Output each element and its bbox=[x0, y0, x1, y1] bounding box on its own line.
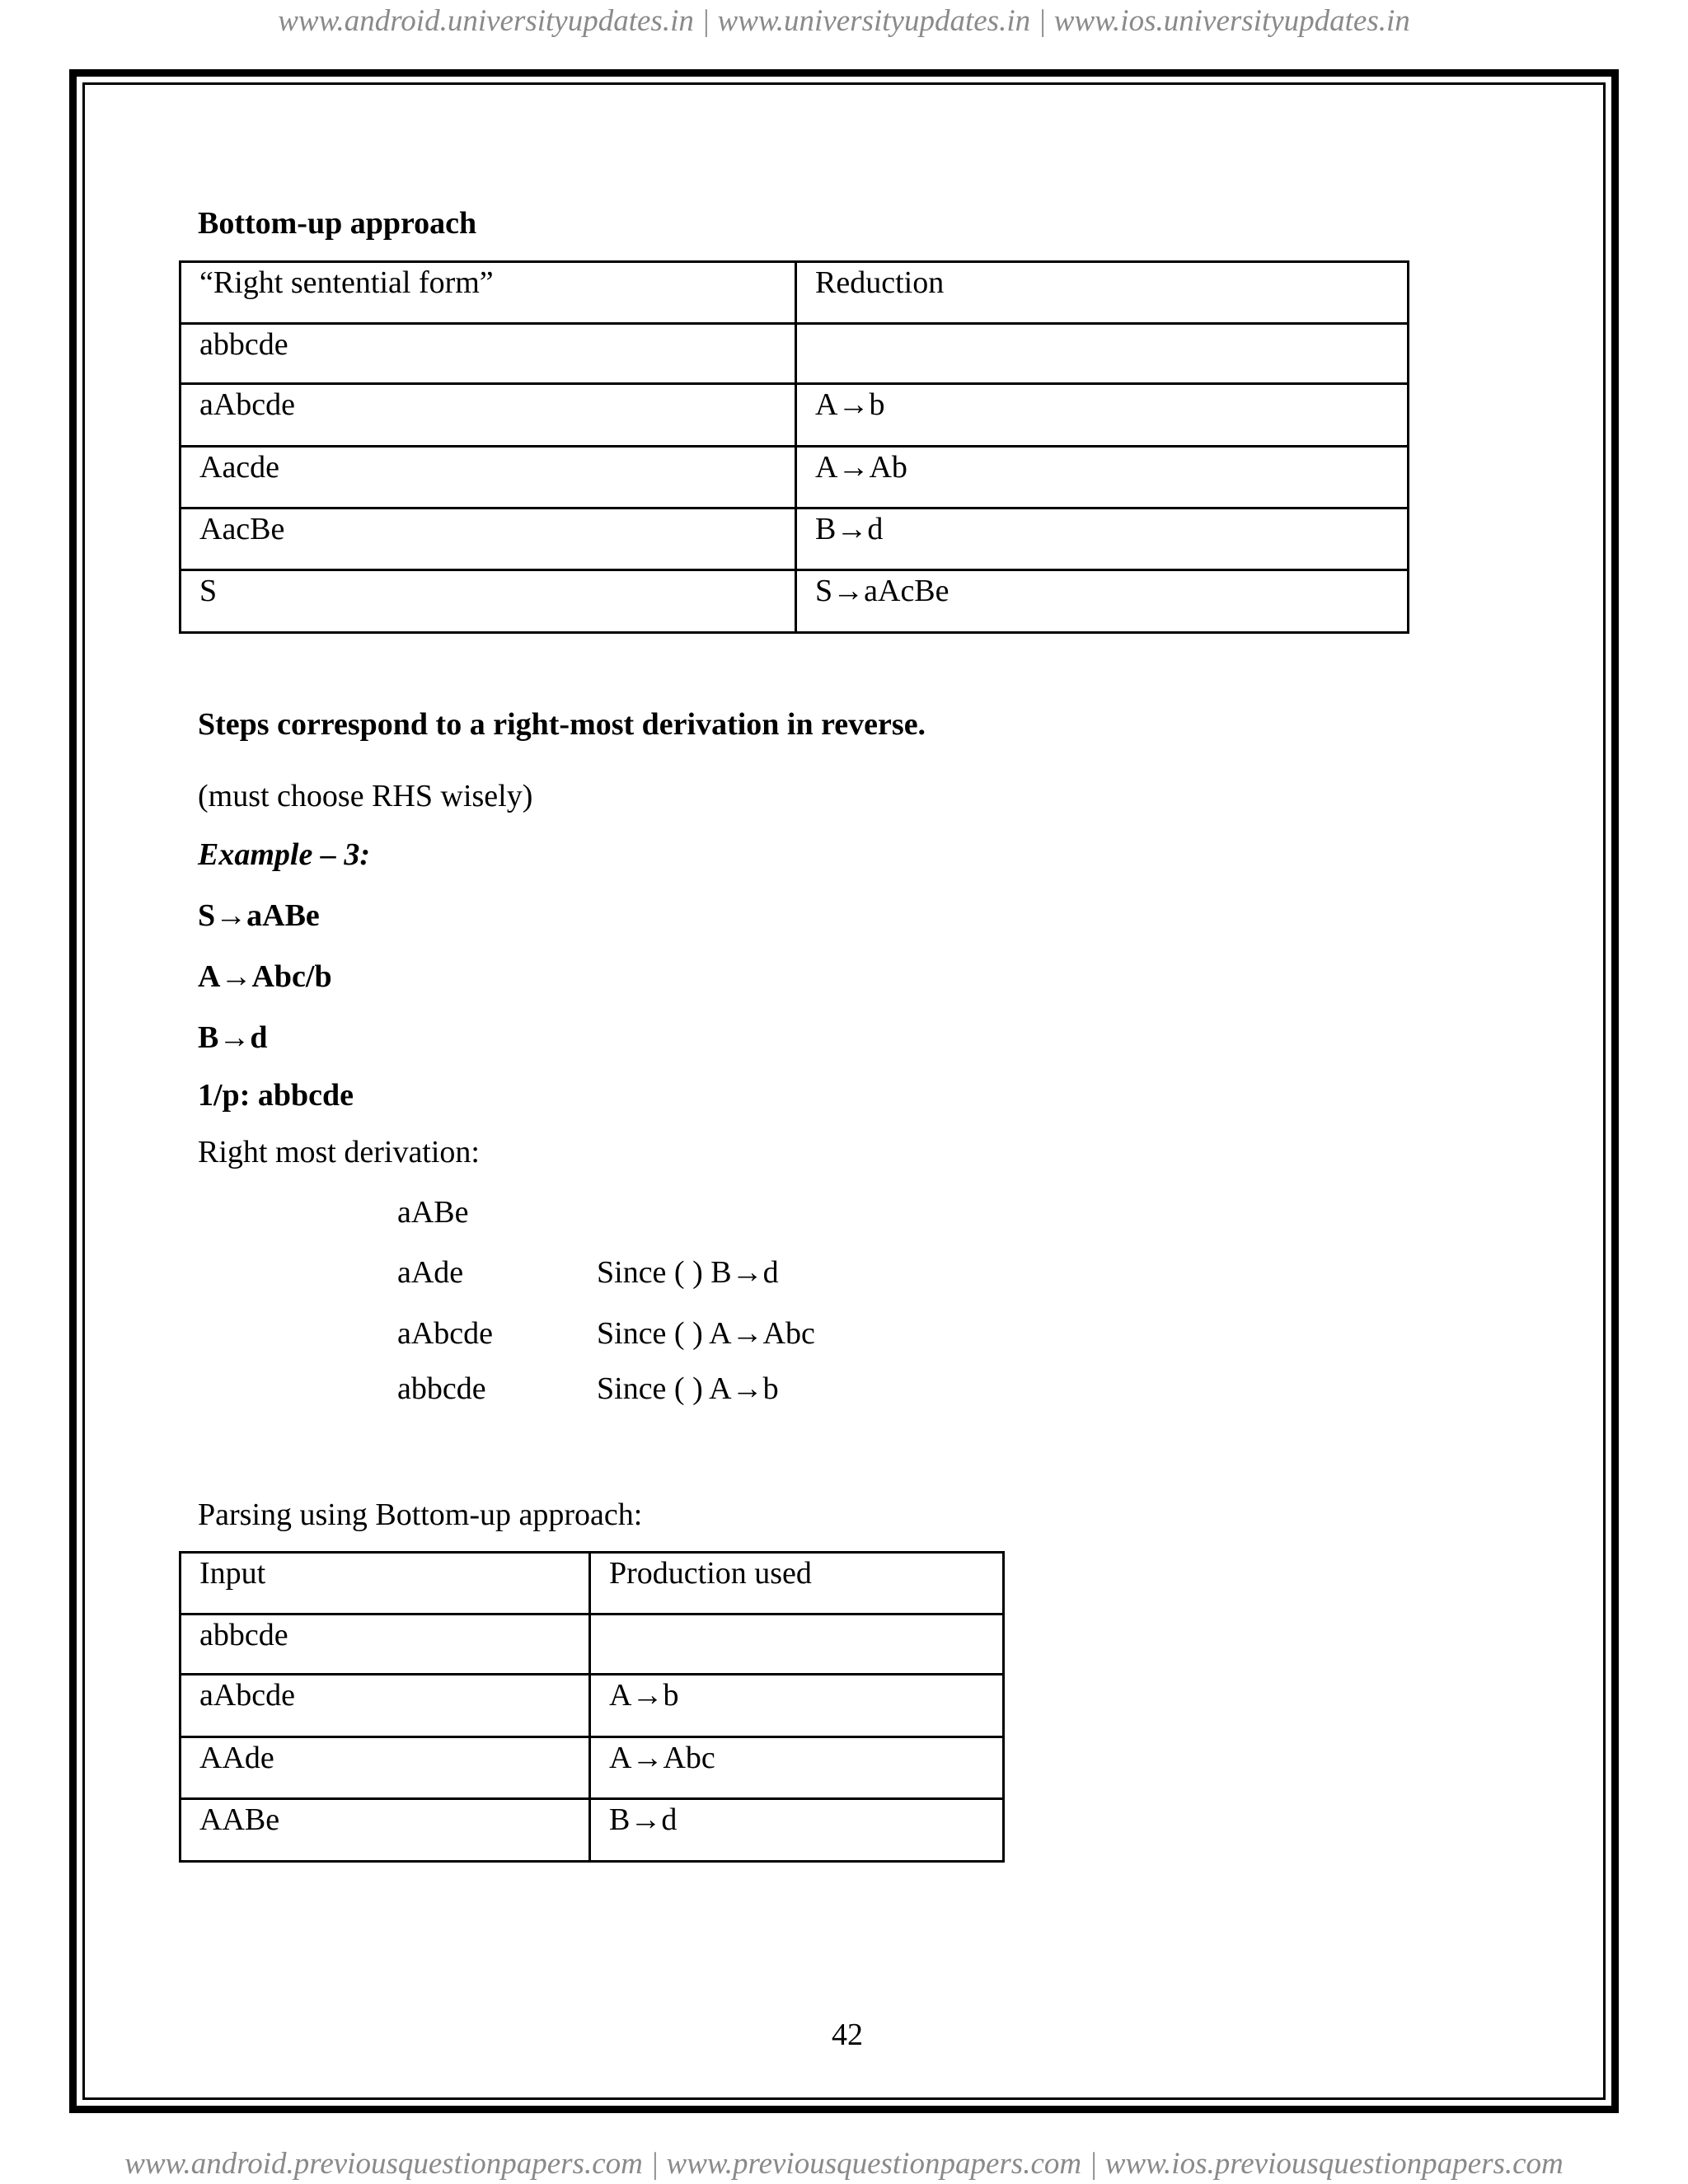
table-cell: AAde bbox=[181, 1737, 590, 1799]
table-cell: B→d bbox=[796, 509, 1409, 570]
grammar-rule: A→Abc/b bbox=[198, 959, 332, 994]
table-header-row bbox=[181, 262, 1409, 324]
table-cell: Aacde bbox=[181, 447, 796, 509]
table-row bbox=[181, 509, 1409, 570]
table-cell: A→Ab bbox=[796, 447, 1409, 509]
table-cell: aAbcde bbox=[181, 384, 796, 447]
table-cell: S→aAcBe bbox=[796, 570, 1409, 633]
derivation-title: Right most derivation: bbox=[198, 1135, 480, 1169]
grammar-rule: B→d bbox=[198, 1020, 268, 1055]
table-cell bbox=[590, 1615, 1004, 1675]
grammar-rule: S→aABe bbox=[198, 898, 320, 933]
table-cell: abbcde bbox=[181, 324, 796, 384]
table-row bbox=[181, 1799, 1004, 1862]
table-row bbox=[181, 1615, 1004, 1675]
table-row bbox=[181, 324, 1409, 384]
derivation-form: aABe bbox=[397, 1195, 469, 1230]
example-title: Example – 3: bbox=[198, 837, 370, 872]
parsing-table bbox=[179, 1551, 1005, 1863]
watermark-top: www.android.universityupdates.in | www.universityupdates.in | www.ios.universityupdates.in bbox=[278, 4, 1410, 38]
table-cell: A→Abc bbox=[590, 1737, 1004, 1799]
table-cell: A→b bbox=[796, 384, 1409, 447]
table-cell: S bbox=[181, 570, 796, 633]
reduction-table bbox=[179, 260, 1409, 634]
page-number: 42 bbox=[832, 2018, 863, 2052]
table-header-cell: Reduction bbox=[796, 262, 1409, 324]
derivation-reason: Since ( ) A→b bbox=[597, 1371, 779, 1406]
table-row bbox=[181, 1737, 1004, 1799]
table-header-row bbox=[181, 1553, 1004, 1615]
table-cell: aAbcde bbox=[181, 1675, 590, 1737]
rhs-note: (must choose RHS wisely) bbox=[198, 779, 533, 813]
table-header-cell: Production used bbox=[590, 1553, 1004, 1615]
table-cell bbox=[796, 324, 1409, 384]
table-cell: AacBe bbox=[181, 509, 796, 570]
section-heading-parsing: Parsing using Bottom-up approach: bbox=[198, 1497, 643, 1532]
table-cell: A→b bbox=[590, 1675, 1004, 1737]
table-row bbox=[181, 384, 1409, 447]
derivation-reason: Since ( ) B→d bbox=[597, 1255, 779, 1290]
derivation-reason: Since ( ) A→Abc bbox=[597, 1316, 815, 1351]
table-header-cell: “Right sentential form” bbox=[181, 262, 796, 324]
table-cell: abbcde bbox=[181, 1615, 590, 1675]
table-row bbox=[181, 447, 1409, 509]
derivation-form: abbcde bbox=[397, 1371, 486, 1406]
section-heading-bottom-up: Bottom-up approach bbox=[198, 206, 477, 241]
table-cell: B→d bbox=[590, 1799, 1004, 1862]
derivation-form: aAbcde bbox=[397, 1316, 494, 1351]
table-row bbox=[181, 1675, 1004, 1737]
input-string: 1/p: abbcde bbox=[198, 1078, 354, 1113]
derivation-form: aAde bbox=[397, 1255, 464, 1290]
table-cell: AABe bbox=[181, 1799, 590, 1862]
table-header-cell: Input bbox=[181, 1553, 590, 1615]
steps-note: Steps correspond to a right-most derivation in reverse. bbox=[198, 707, 926, 742]
watermark-bottom: www.android.previousquestionpapers.com | www.previousquestionpapers.com | www.ios.previousquestionpapers.com bbox=[124, 2147, 1564, 2181]
table-row bbox=[181, 570, 1409, 633]
